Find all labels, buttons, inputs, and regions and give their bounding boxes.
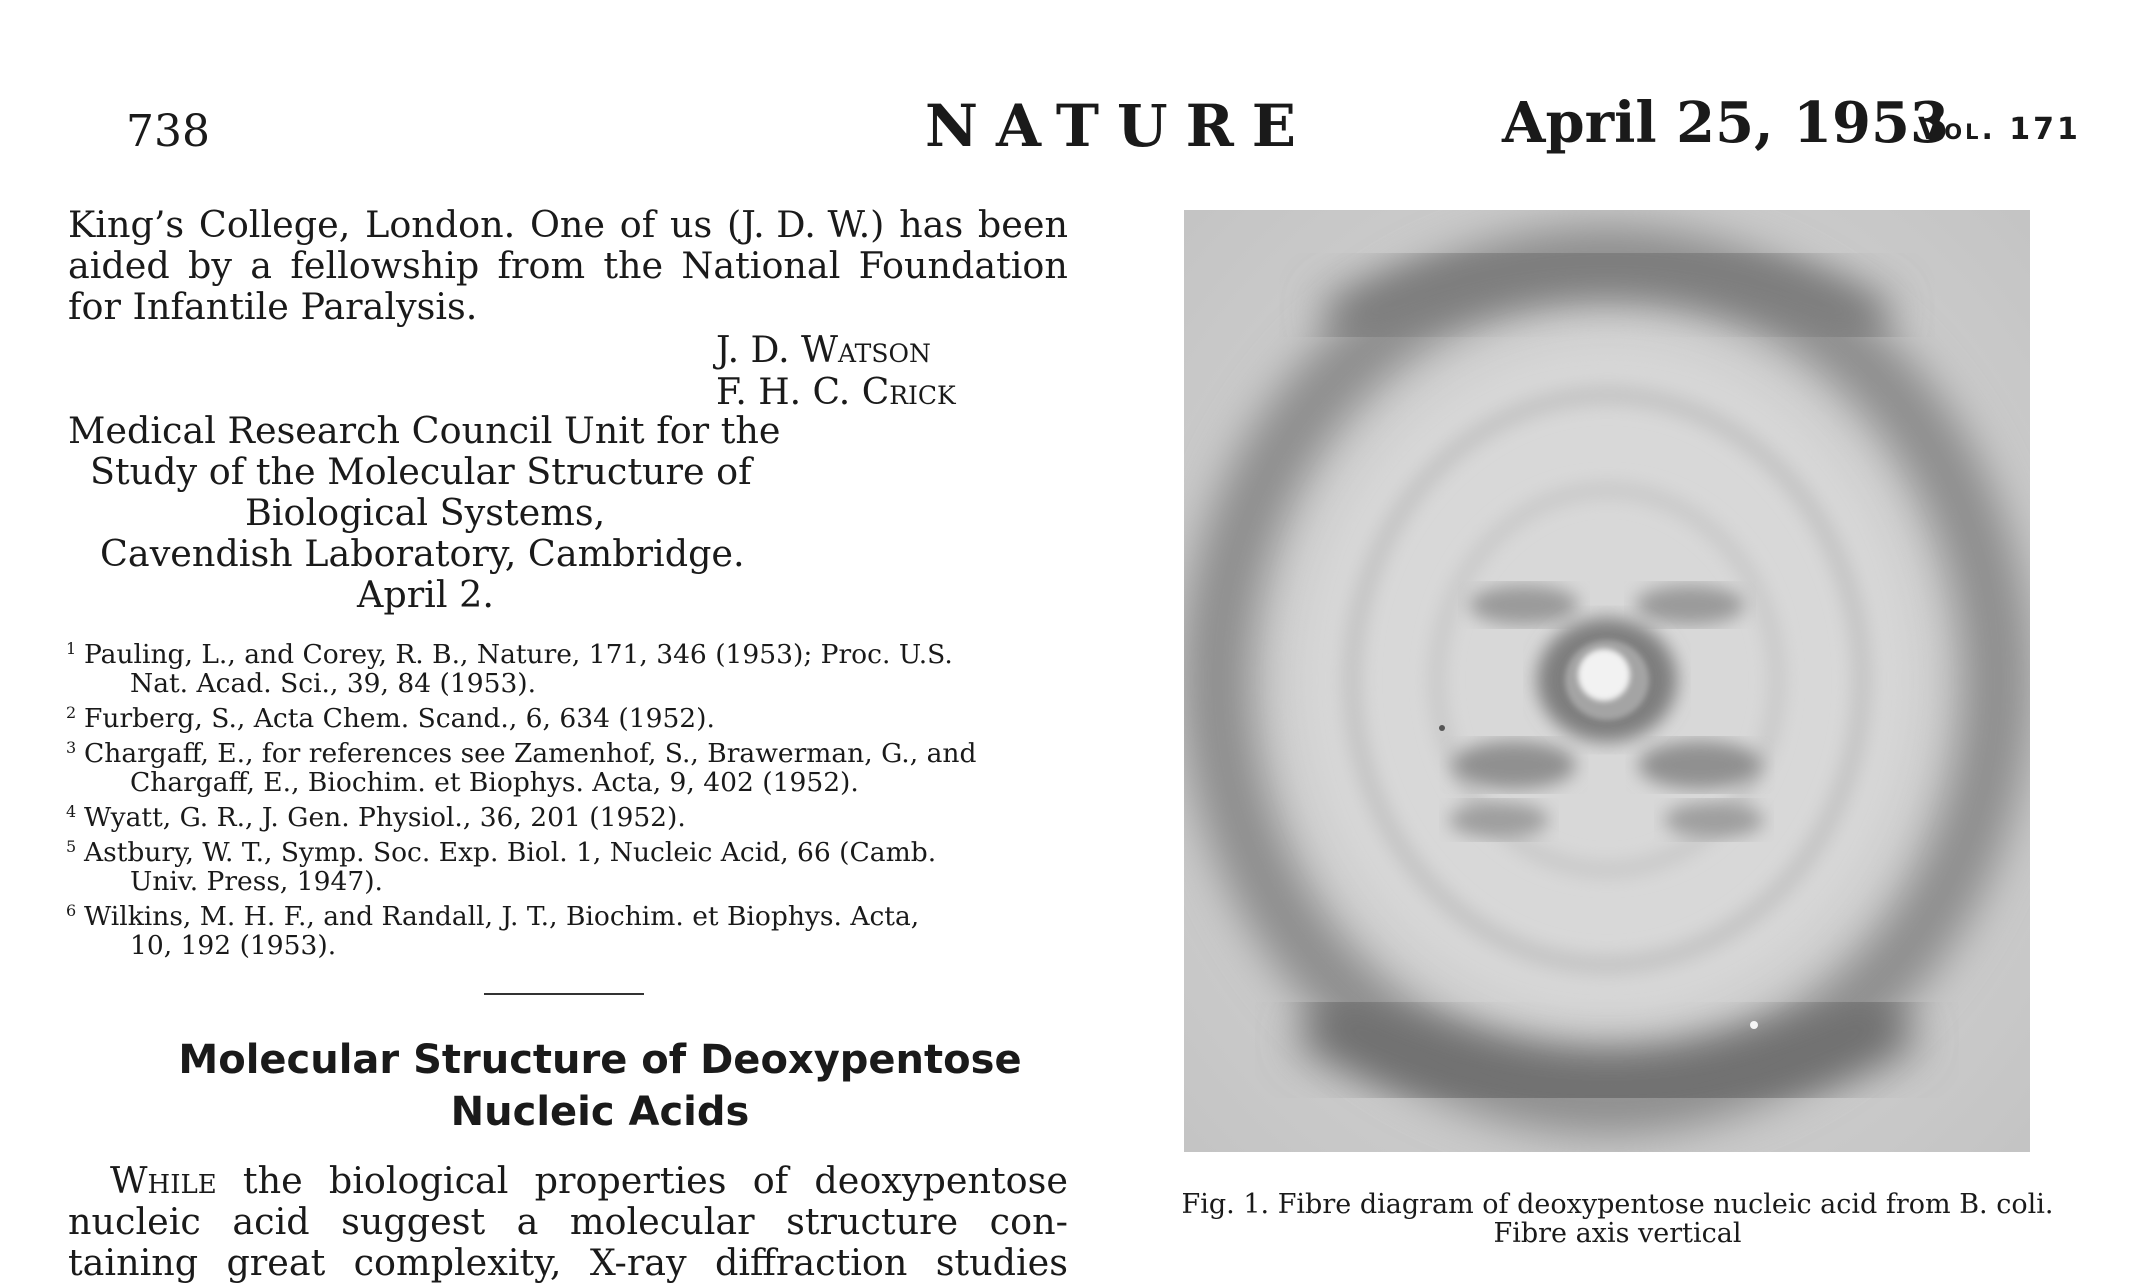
word: One (530, 203, 606, 246)
article-title (100, 1034, 1100, 1138)
reference-text: Wyatt, G. R., J. Gen. Physiol., 36, 201 (1952). (84, 802, 686, 833)
reference-text: Univ. Press, 1947). (130, 866, 383, 897)
figure-caption-line: Fibre axis vertical (1493, 1218, 1742, 1249)
author-name: J. D. Watson (716, 330, 931, 371)
article-line (68, 1242, 1068, 1283)
reference-text: 10, 192 (1953). (130, 930, 337, 961)
word: us (670, 203, 713, 246)
word: a (516, 1200, 539, 1243)
word: has (899, 203, 964, 246)
word: a (250, 244, 273, 287)
section-divider (484, 993, 644, 995)
reference-item (66, 902, 1076, 960)
reference-text: Pauling, L., and Corey, R. B., Nature, 171, 346 (1953); Proc. U.S. (84, 639, 953, 670)
affiliation-line: Study of the Molecular Structure of (90, 450, 752, 493)
affiliation-date: April 2. (357, 573, 494, 616)
word: deoxypentose (814, 1159, 1068, 1202)
word: fellowship (290, 244, 480, 287)
word: molecular (569, 1200, 755, 1243)
intro-line (68, 204, 1068, 245)
word: (J. D. W.) (727, 203, 885, 246)
intro-line (68, 245, 1068, 286)
word: studies (935, 1241, 1068, 1284)
word: Foundation (858, 244, 1068, 287)
article-title-line: Nucleic Acids (450, 1089, 750, 1135)
word: by (188, 244, 233, 287)
word: great (226, 1241, 326, 1284)
reference-number: 6 (66, 901, 77, 920)
reference-item (66, 838, 1076, 896)
word: London. (365, 203, 516, 246)
author-name: F. H. C. Crick (716, 372, 956, 413)
reference-item (66, 640, 1076, 698)
word: aided (68, 244, 170, 287)
word: properties (534, 1159, 727, 1202)
reference-number: 4 (66, 802, 77, 821)
word: diffraction (714, 1241, 908, 1284)
word: the (603, 244, 664, 287)
reference-text: Chargaff, E., Biochim. et Biophys. Acta, 9, 402 (1952). (130, 767, 859, 798)
word: College, (198, 203, 351, 246)
word: of (619, 203, 656, 246)
reference-text: Astbury, W. T., Symp. Soc. Exp. Biol. 1, Nucleic Acid, 66 (Camb. (84, 837, 937, 868)
word: biological (328, 1159, 509, 1202)
word: con- (989, 1200, 1068, 1243)
word: suggest (341, 1200, 486, 1243)
reference-text: Wilkins, M. H. F., and Randall, J. T., Biochim. et Biophys. Acta, (84, 901, 920, 932)
word: been (977, 203, 1068, 246)
article-line (68, 1201, 1068, 1242)
page-number: 738 (126, 106, 210, 157)
reference-number: 3 (66, 738, 77, 757)
journal-name: NATURE (925, 92, 1314, 160)
word: acid (232, 1200, 310, 1243)
word: National (681, 244, 841, 287)
figure-caption-line: Fig. 1. Fibre diagram of deoxypentose nucleic acid from B. coli. (1181, 1189, 2054, 1220)
diffraction-photograph (1184, 210, 2030, 1152)
issue-date: April 25, 1953 (1502, 90, 1949, 156)
word: King’s (68, 203, 185, 246)
word: from (497, 244, 586, 287)
intro-line: for Infantile Paralysis. (68, 285, 478, 328)
figure-caption (1140, 1190, 2095, 1248)
reference-item (66, 803, 1076, 832)
affiliation-line: Cavendish Laboratory, Cambridge. (100, 532, 745, 575)
intro-paragraph (68, 204, 1068, 327)
word: nucleic (68, 1200, 201, 1243)
word: structure (786, 1200, 959, 1243)
reference-item (66, 704, 1076, 733)
volume-number: Vol. 171 (1918, 112, 2081, 147)
article-title-line: Molecular Structure of Deoxypentose (178, 1037, 1022, 1083)
affiliation-line: Medical Research Council Unit for the (68, 409, 781, 452)
affiliation-line: Biological Systems, (245, 491, 606, 534)
reference-text: Nat. Acad. Sci., 39, 84 (1953). (130, 668, 537, 699)
word: complexity, (353, 1241, 562, 1284)
reference-number: 1 (66, 639, 77, 658)
article-line (68, 1160, 1068, 1201)
word: While (110, 1159, 217, 1202)
reference-text: Chargaff, E., for references see Zamenhof, S., Brawerman, G., and (84, 738, 977, 769)
word: X-ray (589, 1241, 687, 1284)
reference-number: 5 (66, 837, 77, 856)
word: the (242, 1159, 303, 1202)
reference-text: Furberg, S., Acta Chem. Scand., 6, 634 (1952). (84, 703, 715, 734)
references-list (66, 640, 1076, 966)
reference-item (66, 739, 1076, 797)
word: taining (68, 1241, 199, 1284)
article-body (68, 1160, 1068, 1283)
reference-number: 2 (66, 703, 77, 722)
word: of (752, 1159, 789, 1202)
